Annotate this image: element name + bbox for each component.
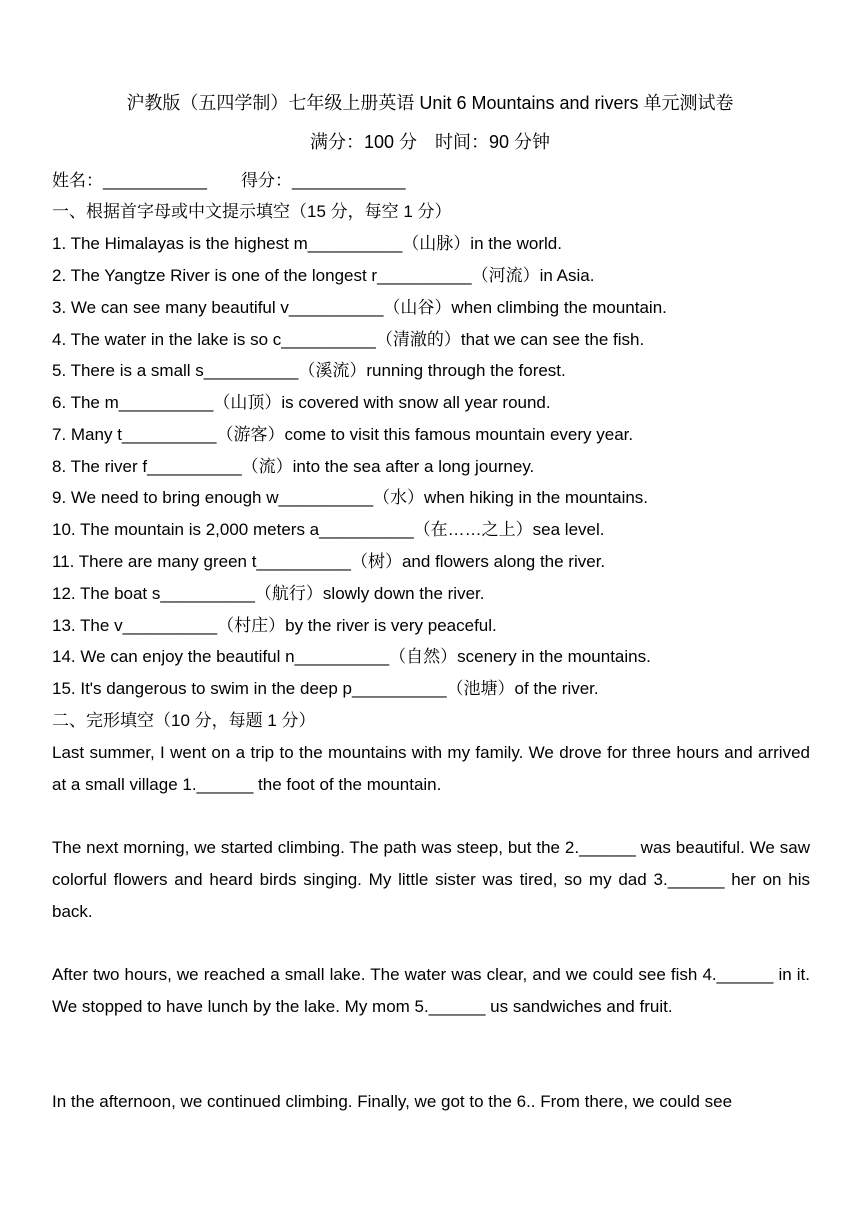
question-item: 5. There is a small s__________（溪流）running through the forest. [52, 361, 566, 380]
page-title: 沪教版（五四学制）七年级上册英语 Unit 6 Mountains and rivers 单元测试卷 [126, 93, 734, 113]
question-item: 1. The Himalayas is the highest m__________（山脉）in the world. [52, 234, 562, 253]
passage-paragraph: The next morning, we started climbing. The path was steep, but the 2.______ was beautiful. We saw colorful flowers and heard birds singing. My little sister was tired, so my dad 3.______ her on his back. [52, 838, 810, 921]
question-item: 11. There are many green t__________（树）and flowers along the river. [52, 552, 606, 571]
question-item: 4. The water in the lake is so c__________（清澈的）that we can see the fish. [52, 330, 645, 349]
question-item: 14. We can enjoy the beautiful n__________（自然）scenery in the mountains. [52, 647, 651, 666]
question-item: 13. The v__________（村庄）by the river is very peaceful. [52, 616, 497, 635]
question-item: 2. The Yangtze River is one of the longest r__________（河流）in Asia. [52, 266, 595, 285]
question-item: 6. The m__________（山顶）is covered with snow all year round. [52, 393, 551, 412]
question-item: 9. We need to bring enough w__________（水）when hiking in the mountains. [52, 488, 649, 507]
passage-paragraph: After two hours, we reached a small lake. The water was clear, and we could see fish 4.______ in it. We stopped to have lunch by the lake. My mom 5.______ us sandwiches and fruit. [52, 965, 810, 1016]
question-item: 15. It's dangerous to swim in the deep p__________（池塘）of the river. [52, 679, 599, 698]
passage-paragraph: Last summer, I went on a trip to the mountains with my family. We drove for three hours and arrived at a small village 1.______ the foot of the mountain. [52, 743, 810, 794]
section2-heading: 二、完形填空（10 分，每题 1 分） [52, 711, 316, 730]
section1-heading: 一、根据首字母或中文提示填空（15 分，每空 1 分） [52, 202, 452, 221]
question-item: 8. The river f__________（流）into the sea after a long journey. [52, 457, 535, 476]
question-item: 10. The mountain is 2,000 meters a__________（在……之上）sea level. [52, 520, 605, 539]
question-item: 3. We can see many beautiful v__________（山谷）when climbing the mountain. [52, 298, 667, 317]
student-info-line: 姓名：___________ 得分：____________ [52, 171, 406, 190]
page-subtitle: 满分：100 分 时间：90 分钟 [309, 132, 551, 152]
passage-paragraph: In the afternoon, we continued climbing. Finally, we got to the 6.. From there, we could see [52, 1092, 733, 1111]
question-item: 7. Many t__________（游客）come to visit this famous mountain every year. [52, 425, 634, 444]
question-item: 12. The boat s__________（航行）slowly down the river. [52, 584, 485, 603]
